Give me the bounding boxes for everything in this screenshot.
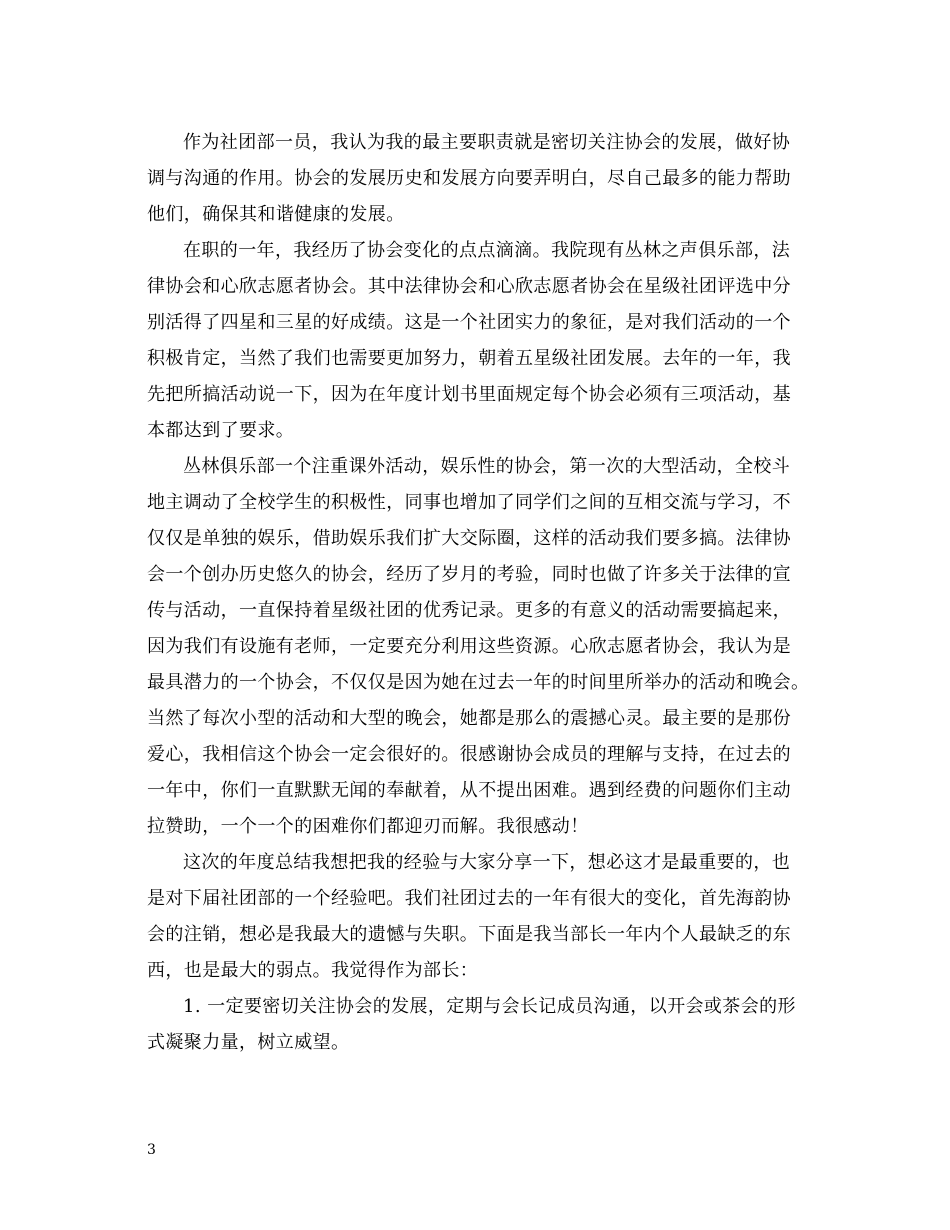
paragraph-2-line-3: 别活得了四星和三星的好成绩。这是一个社团实力的象征，是对我们活动的一个 bbox=[147, 312, 791, 333]
paragraph-3-line-4: 会一个创办历史悠久的协会，经历了岁月的考验，同时也做了许多关于法律的宣 bbox=[147, 564, 791, 585]
page-number: 3 bbox=[147, 1142, 156, 1158]
paragraph-3-line-10: 一年中，你们一直默默无闻的奉献着，从不提出困难。遇到经费的问题你们主动 bbox=[147, 780, 791, 801]
paragraph-2-line-5: 先把所搞活动说一下，因为在年度计划书里面规定每个协会必须有三项活动，基 bbox=[147, 384, 791, 405]
paragraph-1-line-3: 他们，确保其和谐健康的发展。 bbox=[147, 204, 405, 225]
paragraph-3-line-3: 仅仅是单独的娱乐，借助娱乐我们扩大交际圈，这样的活动我们要多搞。法律协 bbox=[147, 528, 791, 549]
paragraph-1-line-1: 作为社团部一员，我认为我的最主要职责就是密切关注协会的发展，做好协 bbox=[183, 132, 791, 153]
document-body bbox=[147, 125, 810, 1061]
paragraph-4-line-4: 西，也是最大的弱点。我觉得作为部长： bbox=[147, 960, 479, 981]
paragraph-2-line-6: 本都达到了要求。 bbox=[147, 420, 295, 441]
paragraph-4-line-3: 会的注销，想必是我最大的遗憾与失职。下面是我当部长一年内个人最缺乏的东 bbox=[147, 924, 791, 945]
paragraph-4-line-2: 是对下届社团部的一个经验吧。我们社团过去的一年有很大的变化，首先海韵协 bbox=[147, 888, 791, 909]
paragraph-1-line-2: 调与沟通的作用。协会的发展历史和发展方向要弄明白，尽自己最多的能力帮助 bbox=[147, 168, 791, 189]
paragraph-4-line-1: 这次的年度总结我想把我的经验与大家分享一下，想必这才是最重要的，也 bbox=[183, 852, 791, 873]
paragraph-3-line-9: 爱心，我相信这个协会一定会很好的。很感谢协会成员的理解与支持，在过去的 bbox=[147, 744, 791, 765]
paragraph-3-line-6: 因为我们有设施有老师，一定要充分利用这些资源。心欣志愿者协会，我认为是 bbox=[147, 636, 791, 657]
paragraph-3-line-1: 丛林俱乐部一个注重课外活动，娱乐性的协会，第一次的大型活动，全校斗 bbox=[183, 456, 791, 477]
paragraph-2-line-1: 在职的一年，我经历了协会变化的点点滴滴。我院现有丛林之声俱乐部，法 bbox=[183, 240, 791, 261]
paragraph-3-line-5: 传与活动，一直保持着星级社团的优秀记录。更多的有意义的活动需要搞起来， bbox=[147, 600, 791, 621]
paragraph-2-line-4: 积极肯定，当然了我们也需要更加努力，朝着五星级社团发展。去年的一年，我 bbox=[147, 348, 791, 369]
list-item-1-line-1: 1. 一定要密切关注协会的发展，定期与会长记成员沟通，以开会或茶会的形 bbox=[183, 996, 796, 1017]
paragraph-3-line-2: 地主调动了全校学生的积极性，同事也增加了同学们之间的互相交流与学习，不 bbox=[147, 492, 791, 513]
paragraph-2-line-2: 律协会和心欣志愿者协会。其中法律协会和心欣志愿者协会在星级社团评选中分 bbox=[147, 276, 791, 297]
list-item-1-line-2: 式凝聚力量，树立威望。 bbox=[147, 1032, 350, 1053]
paragraph-3-line-7: 最具潜力的一个协会，不仅仅是因为她在过去一年的时间里所举办的活动和晚会。 bbox=[147, 672, 810, 693]
paragraph-3-line-11: 拉赞助，一个一个的困难你们都迎刃而解。我很感动！ bbox=[147, 816, 589, 837]
paragraph-3-line-8: 当然了每次小型的活动和大型的晚会，她都是那么的震撼心灵。最主要的是那份 bbox=[147, 708, 791, 729]
